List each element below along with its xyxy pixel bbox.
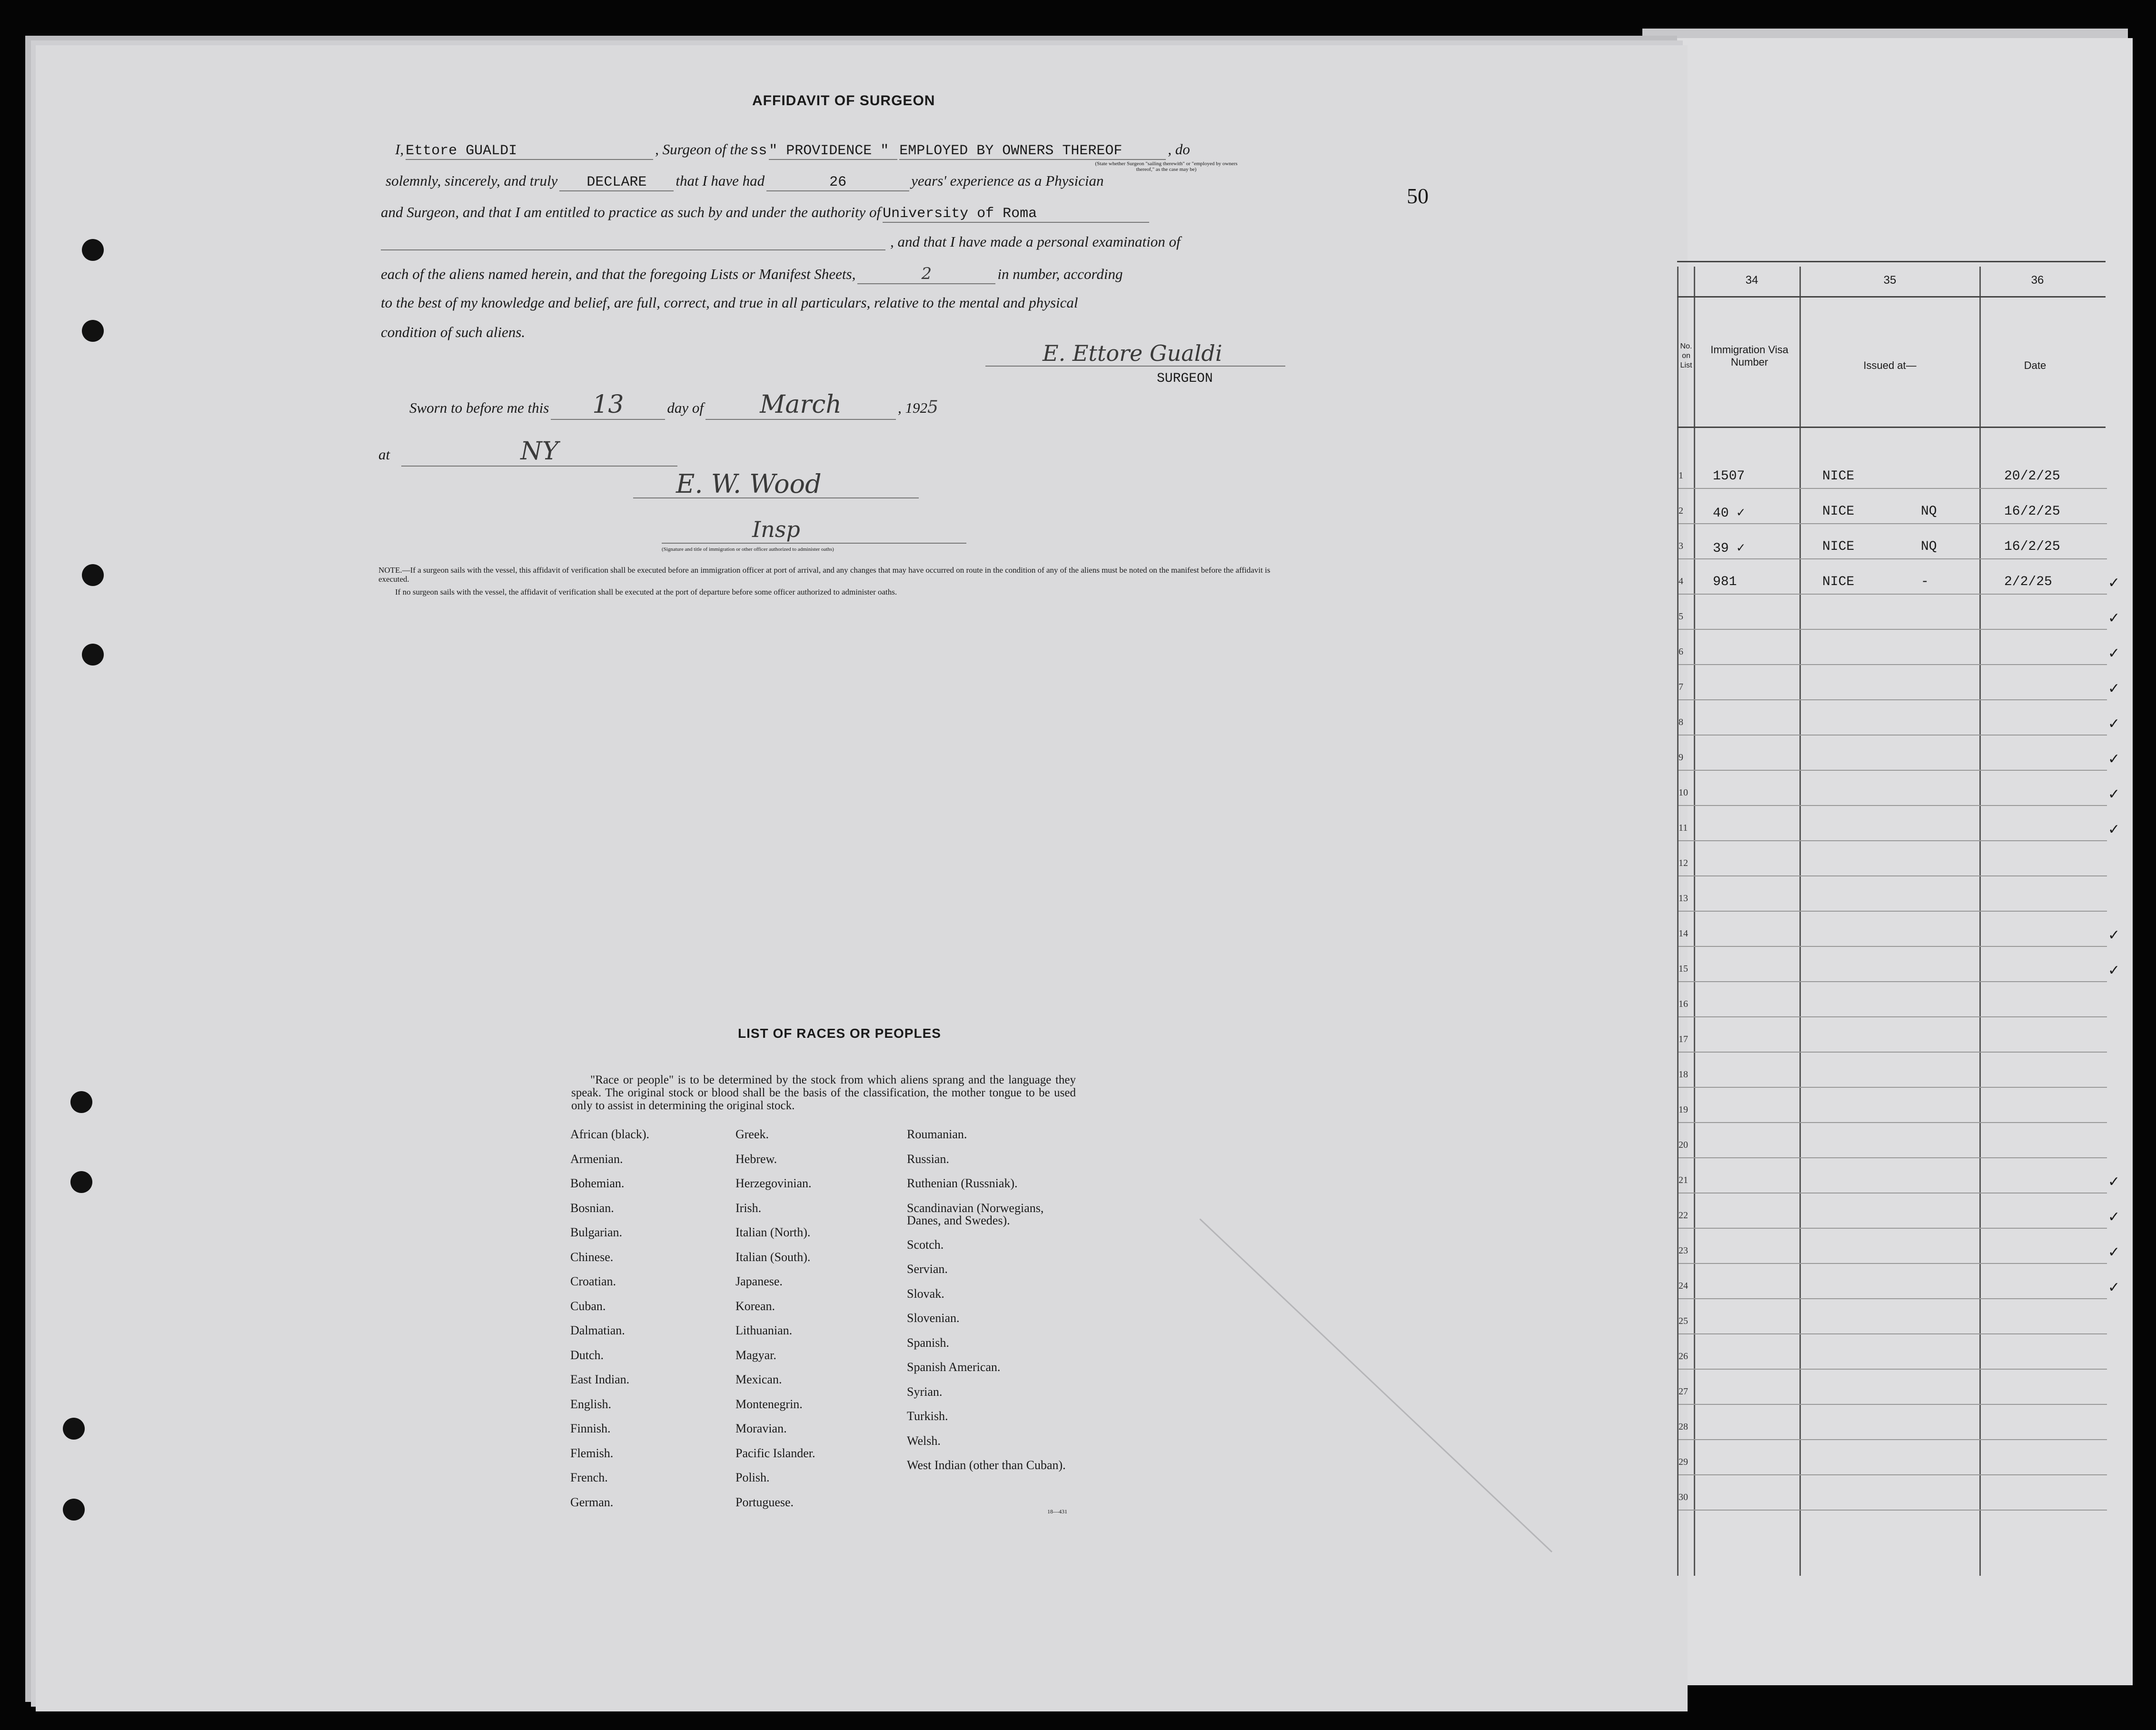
employment-note: (State whether Surgeon "sailing therewith" or "employed by owners thereof," as the case may be)	[1095, 161, 1238, 172]
issue-date: 2/2/25	[2004, 575, 2052, 589]
surgeon-signature: E. Ettore Gualdi	[1043, 340, 1222, 366]
row-number: 9	[1679, 752, 1683, 763]
check-mark: ✓	[2108, 646, 2120, 661]
affidavit-line-5	[381, 264, 1123, 284]
race-item: Croatian.	[570, 1274, 616, 1288]
table-rule	[1677, 427, 2106, 428]
race-item: French.	[570, 1471, 608, 1484]
row-number: 20	[1679, 1140, 1688, 1150]
check-mark: ✓	[2108, 716, 2120, 732]
row-line	[1679, 1439, 2107, 1440]
row-line	[1679, 840, 2107, 841]
row-line	[1679, 523, 2107, 524]
check-mark: ✓	[2108, 1280, 2120, 1295]
affidavit-text: that I have had	[676, 172, 765, 189]
row-line	[1679, 911, 2107, 912]
binder-hole	[82, 239, 104, 261]
affidavit-text: Sworn to before me this	[409, 399, 549, 416]
row-number: 28	[1679, 1422, 1688, 1432]
row-line	[1679, 1016, 2107, 1017]
declare-word: DECLARE	[559, 174, 674, 191]
row-number: 22	[1679, 1210, 1688, 1221]
sheets-count: 2	[857, 264, 995, 284]
race-item: Montenegrin.	[735, 1397, 803, 1411]
race-item: Finnish.	[570, 1422, 611, 1435]
issue-date: 20/2/25	[2004, 469, 2060, 484]
check-mark: ✓	[2108, 681, 2120, 696]
binder-hole	[82, 644, 104, 666]
check-mark: ✓	[2108, 822, 2120, 837]
binder-hole	[63, 1418, 85, 1440]
column-divider	[1694, 267, 1695, 1576]
row-number: 16	[1679, 999, 1688, 1009]
binder-hole	[70, 1171, 92, 1193]
row-number: 7	[1679, 682, 1683, 692]
binder-hole	[82, 564, 104, 586]
race-item: Mexican.	[735, 1372, 782, 1386]
race-item: Hebrew.	[735, 1152, 777, 1166]
row-number: 18	[1679, 1069, 1688, 1080]
race-item: English.	[570, 1397, 611, 1411]
check-mark: ✓	[2108, 610, 2120, 626]
affidavit-text: each of the aliens named herein, and that the foregoing Lists or Manifest Sheets,	[381, 266, 856, 282]
race-item: Dalmatian.	[570, 1323, 625, 1337]
margin-mark: NQ	[1921, 504, 1937, 519]
sworn-year: 5	[927, 398, 938, 417]
races-column-2	[735, 1128, 893, 1521]
column-number-36: 36	[2031, 274, 2044, 287]
row-line	[1679, 664, 2107, 665]
row-number: 4	[1679, 576, 1683, 587]
binder-hole	[63, 1499, 85, 1521]
row-number: 14	[1679, 928, 1688, 939]
row-line	[1679, 770, 2107, 771]
visa-number: 40 ✓	[1713, 506, 1745, 521]
row-number: 30	[1679, 1492, 1688, 1502]
race-item: Dutch.	[570, 1348, 604, 1362]
row-number: 27	[1679, 1386, 1688, 1397]
officer-title: Insp	[752, 517, 800, 542]
surgeon-name: Ettore GUALDI	[406, 143, 653, 160]
race-item: Korean.	[735, 1299, 775, 1313]
header-list-number: No. on List	[1680, 342, 1692, 369]
race-item: Bohemian.	[570, 1176, 625, 1190]
row-number: 23	[1679, 1245, 1688, 1256]
affidavit-line-1	[395, 141, 1190, 160]
officer-signature: E. W. Wood	[676, 469, 822, 499]
race-item: Irish.	[735, 1201, 762, 1215]
issued-at: NICE	[1822, 504, 1855, 519]
race-item: German.	[570, 1495, 614, 1509]
affidavit-line-2	[386, 172, 1103, 191]
paper-crease	[1200, 1219, 1561, 1561]
column-number-35: 35	[1883, 274, 1897, 287]
race-item: Slovak.	[907, 1286, 944, 1301]
race-item: Lithuanian.	[735, 1323, 793, 1337]
race-item: Flemish.	[570, 1446, 614, 1460]
race-item: Chinese.	[570, 1250, 614, 1264]
race-item: Bosnian.	[570, 1201, 614, 1215]
race-item: Slovenian.	[907, 1311, 960, 1325]
row-number: 24	[1679, 1281, 1688, 1291]
sworn-month: March	[705, 390, 896, 420]
check-mark: ✓	[2108, 963, 2120, 978]
affidavit-text: at	[378, 446, 390, 463]
row-line	[1679, 1228, 2107, 1229]
race-item: Spanish.	[907, 1335, 949, 1350]
check-mark: ✓	[2108, 927, 2120, 943]
row-number: 11	[1679, 823, 1688, 833]
row-line	[1679, 699, 2107, 700]
table-rule	[1677, 296, 2106, 298]
binder-hole	[70, 1091, 92, 1113]
at-line	[378, 437, 677, 467]
form-code: 18—431	[1047, 1508, 1067, 1515]
check-mark: ✓	[2108, 1209, 2120, 1225]
row-number: 2	[1679, 506, 1683, 516]
affidavit-text: , and that I have made a personal examination of	[890, 233, 1181, 250]
row-line	[1679, 875, 2107, 876]
row-number: 6	[1679, 646, 1683, 657]
row-line	[1679, 488, 2107, 489]
margin-mark: -	[1921, 575, 1929, 589]
row-number: 10	[1679, 787, 1688, 798]
column-divider	[1799, 267, 1801, 1576]
row-line	[1679, 1369, 2107, 1370]
issued-at: NICE	[1822, 539, 1855, 554]
race-item: Armenian.	[570, 1152, 623, 1166]
officer-caption: (Signature and title of immigration or other officer authorized to administer oaths)	[662, 547, 834, 552]
race-item: Welsh.	[907, 1433, 941, 1448]
affidavit-text: years' experience as a Physician	[911, 172, 1104, 189]
race-item: Turkish.	[907, 1409, 948, 1423]
surgeon-label: SURGEON	[1157, 371, 1213, 386]
row-line	[1679, 1298, 2107, 1299]
race-item: Magyar.	[735, 1348, 776, 1362]
race-item: African (black).	[570, 1127, 650, 1141]
row-number: 25	[1679, 1316, 1688, 1326]
affidavit-text: solemnly, sincerely, and truly	[386, 172, 558, 189]
sworn-place: NY	[401, 437, 677, 467]
column-divider	[1979, 267, 1981, 1576]
affidavit-text: condition of such aliens.	[381, 324, 526, 340]
header-issued-at: Issued at—	[1863, 359, 1917, 371]
row-number: 8	[1679, 717, 1683, 727]
check-mark: ✓	[2108, 751, 2120, 767]
races-title: LIST OF RACES OR PEOPLES	[738, 1026, 941, 1041]
affidavit-note: NOTE.—If a surgeon sails with the vessel, this affidavit of verification shall be executed before an immigration officer at port of arrival, and any changes that may have occurred on route in the condition of any of the aliens must be noted on the manifest before the affidavit is executed.	[378, 566, 1271, 584]
row-number: 15	[1679, 964, 1688, 974]
race-item: Greek.	[735, 1127, 769, 1141]
row-line	[1679, 629, 2107, 630]
row-line	[1679, 1263, 2107, 1264]
row-number: 5	[1679, 611, 1683, 622]
row-number: 17	[1679, 1034, 1688, 1044]
race-item: Spanish American.	[907, 1360, 1001, 1374]
affidavit-line-3	[381, 204, 1149, 223]
races-column-3	[907, 1128, 1078, 1488]
row-number: 29	[1679, 1457, 1688, 1467]
sworn-day: 13	[551, 390, 665, 420]
race-item: Syrian.	[907, 1384, 943, 1399]
race-item: Italian (South).	[735, 1250, 811, 1264]
race-item: Pacific Islander.	[735, 1446, 815, 1460]
row-number: 12	[1679, 858, 1688, 868]
issue-date: 16/2/25	[2004, 539, 2060, 554]
visa-number: 1507	[1713, 469, 1745, 484]
affidavit-note: If no surgeon sails with the vessel, the affidavit of verification shall be executed at the port of departure before some officer authorized to administer oaths.	[395, 587, 897, 597]
race-item: Roumanian.	[907, 1127, 967, 1141]
issued-at: NICE	[1822, 469, 1855, 484]
ship-name: " PROVIDENCE "	[769, 143, 897, 160]
affidavit-text: , do	[1168, 141, 1190, 158]
race-item: East Indian.	[570, 1372, 630, 1386]
row-number: 1	[1679, 470, 1683, 481]
row-line	[1679, 1333, 2107, 1334]
check-mark: ✓	[2108, 786, 2120, 802]
race-item: Polish.	[735, 1471, 770, 1484]
table-top-rule	[1677, 261, 2106, 262]
blank-line	[381, 249, 885, 250]
race-item: Herzegovinian.	[735, 1176, 812, 1190]
visa-number: 981	[1713, 575, 1737, 589]
years-experience: 26	[766, 174, 909, 191]
affidavit-text: to the best of my knowledge and belief, are full, correct, and true in all particulars, relative to the mental and physical	[381, 294, 1078, 311]
affidavit-title: AFFIDAVIT OF SURGEON	[752, 93, 935, 109]
header-visa-number: Immigration Visa Number	[1710, 344, 1788, 368]
affidavit-text: day of	[667, 399, 704, 416]
column-divider	[1677, 267, 1679, 1576]
visa-number: 39 ✓	[1713, 541, 1745, 556]
race-item: Bulgarian.	[570, 1225, 623, 1239]
row-line	[1679, 1052, 2107, 1053]
officer-signature-line	[633, 497, 919, 498]
affidavit-text: I,	[395, 141, 404, 158]
issue-date: 16/2/25	[2004, 504, 2060, 519]
employment: EMPLOYED BY OWNERS THEREOF	[899, 143, 1166, 160]
race-item: Japanese.	[735, 1274, 783, 1288]
row-line	[1679, 1474, 2107, 1475]
row-line	[1679, 558, 2107, 559]
race-item: Italian (North).	[735, 1225, 811, 1239]
check-mark: ✓	[2108, 1174, 2120, 1190]
row-number: 3	[1679, 541, 1683, 551]
races-column-1	[570, 1128, 723, 1521]
sworn-line	[409, 390, 938, 420]
header-date: Date	[2024, 359, 2047, 371]
signature-line	[985, 366, 1285, 367]
races-intro: "Race or people" is to be determined by the stock from which aliens sprang and the language they speak. The original stock or blood shall be the basis of the classification, the mother tongue to be used only to assist in determining the original stock.	[571, 1074, 1076, 1112]
officer-title-line	[662, 543, 966, 544]
affidavit-text: and Surgeon, and that I am entitled to practice as such by and under the authority of	[381, 204, 881, 220]
row-line	[1679, 1510, 2107, 1511]
ship-prefix: ss	[750, 143, 767, 159]
row-line	[1679, 805, 2107, 806]
race-item: Portuguese.	[735, 1495, 794, 1509]
race-item: Cuban.	[570, 1299, 606, 1313]
margin-mark: NQ	[1921, 539, 1937, 554]
race-item: West Indian (other than Cuban).	[907, 1458, 1066, 1472]
race-item: Moravian.	[735, 1422, 787, 1435]
row-number: 19	[1679, 1104, 1688, 1115]
binder-hole	[82, 320, 104, 342]
column-number-34: 34	[1745, 274, 1759, 287]
race-item: Servian.	[907, 1262, 948, 1276]
row-line	[1679, 981, 2107, 982]
affidavit-text: , 192	[897, 399, 927, 416]
race-item: Ruthenian (Russniak).	[907, 1176, 1018, 1190]
row-line	[1679, 946, 2107, 947]
row-line	[1679, 594, 2107, 595]
race-item: Scandinavian (Norwegians, Danes, and Swedes).	[907, 1201, 1044, 1227]
check-mark: ✓	[2108, 1244, 2120, 1260]
authority: University of Roma	[883, 206, 1149, 223]
row-line	[1679, 1404, 2107, 1405]
issued-at: NICE	[1822, 575, 1855, 589]
page-number: 50	[1407, 184, 1429, 208]
affidavit-text: in number, according	[997, 266, 1123, 282]
affidavit-text: , Surgeon of the	[655, 141, 748, 158]
row-line	[1679, 1087, 2107, 1088]
row-number: 21	[1679, 1175, 1688, 1185]
race-item: Russian.	[907, 1152, 949, 1166]
row-number: 26	[1679, 1351, 1688, 1362]
row-line	[1679, 1157, 2107, 1158]
row-line	[1679, 735, 2107, 736]
check-mark: ✓	[2108, 575, 2120, 591]
row-number: 13	[1679, 893, 1688, 904]
race-item: Scotch.	[907, 1237, 944, 1252]
row-line	[1679, 1122, 2107, 1123]
